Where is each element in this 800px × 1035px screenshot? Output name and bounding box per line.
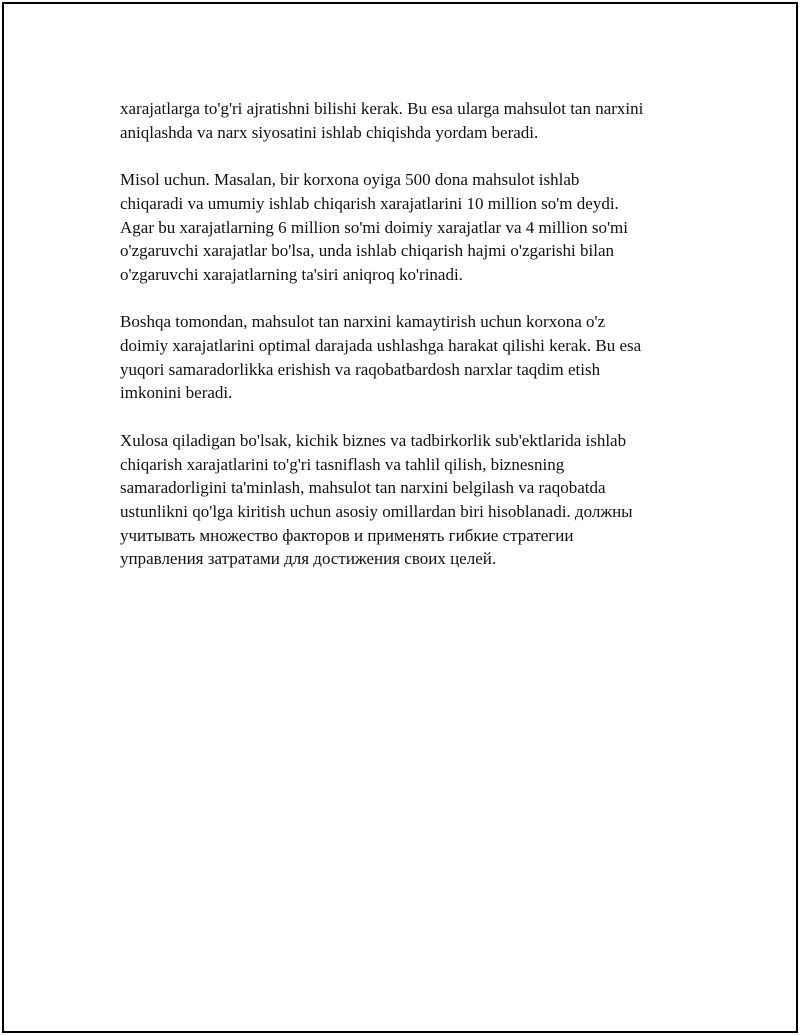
text-line: ustunlikni qo'lga kiritish uchun asosiy omillardan biri hisoblanadi. должны — [120, 501, 633, 521]
text-line: o'zgaruvchi xarajatlarning ta'siri aniqroq ko'rinadi. — [120, 264, 463, 284]
text-line: Boshqa tomondan, mahsulot tan narxini kamaytirish uchun korxona o'z — [120, 312, 606, 332]
text-line: chiqarish xarajatlarini to'g'ri tasniflash va tahlil qilish, biznesning — [120, 454, 565, 474]
text-line: Misol uchun. Masalan, bir korxona oyiga 500 dona mahsulot ishlab — [120, 170, 580, 190]
text-line: o'zgaruvchi xarajatlar bo'lsa, unda ishlab chiqarish hajmi o'zgarishi bilan — [120, 241, 615, 261]
text-line: imkonini beradi. — [120, 383, 233, 403]
document-page — [2, 2, 798, 1033]
text-line: samaradorligini ta'minlash, mahsulot tan narxini belgilash va raqobatda — [120, 478, 606, 498]
text-line: doimiy xarajatlarini optimal darajada ushlashga harakat qilishi kerak. Bu esa — [120, 336, 642, 355]
text-line: aniqlashda va narx siyosatini ishlab chiqishda yordam beradi. — [120, 122, 539, 142]
paragraph-2 — [120, 168, 700, 287]
paragraph-4 — [120, 429, 700, 571]
paragraph-1 — [120, 97, 700, 144]
text-line: учитывать множество факторов и применять гибкие стратегии — [120, 525, 574, 545]
text-line: Agar bu xarajatlarning 6 million so'mi doimiy xarajatlar va 4 million so'mi — [120, 217, 628, 237]
text-line: Xulosa qiladigan bo'lsak, kichik biznes va tadbirkorlik sub'ektlarida ishlab — [120, 430, 627, 450]
text-line: управления затратами для достижения своих целей. — [120, 549, 497, 569]
text-line: chiqaradi va umumiy ishlab chiqarish xarajatlarini 10 million so'm deydi. — [120, 193, 619, 213]
page-body-text — [120, 97, 700, 595]
text-line: yuqori samaradorlikka erishish va raqobatbardosh narxlar taqdim etish — [120, 359, 601, 379]
paragraph-3 — [120, 310, 700, 405]
text-line: xarajatlarga to'g'ri ajratishni bilishi kerak. Bu esa ularga mahsulot tan narxini — [120, 99, 644, 118]
